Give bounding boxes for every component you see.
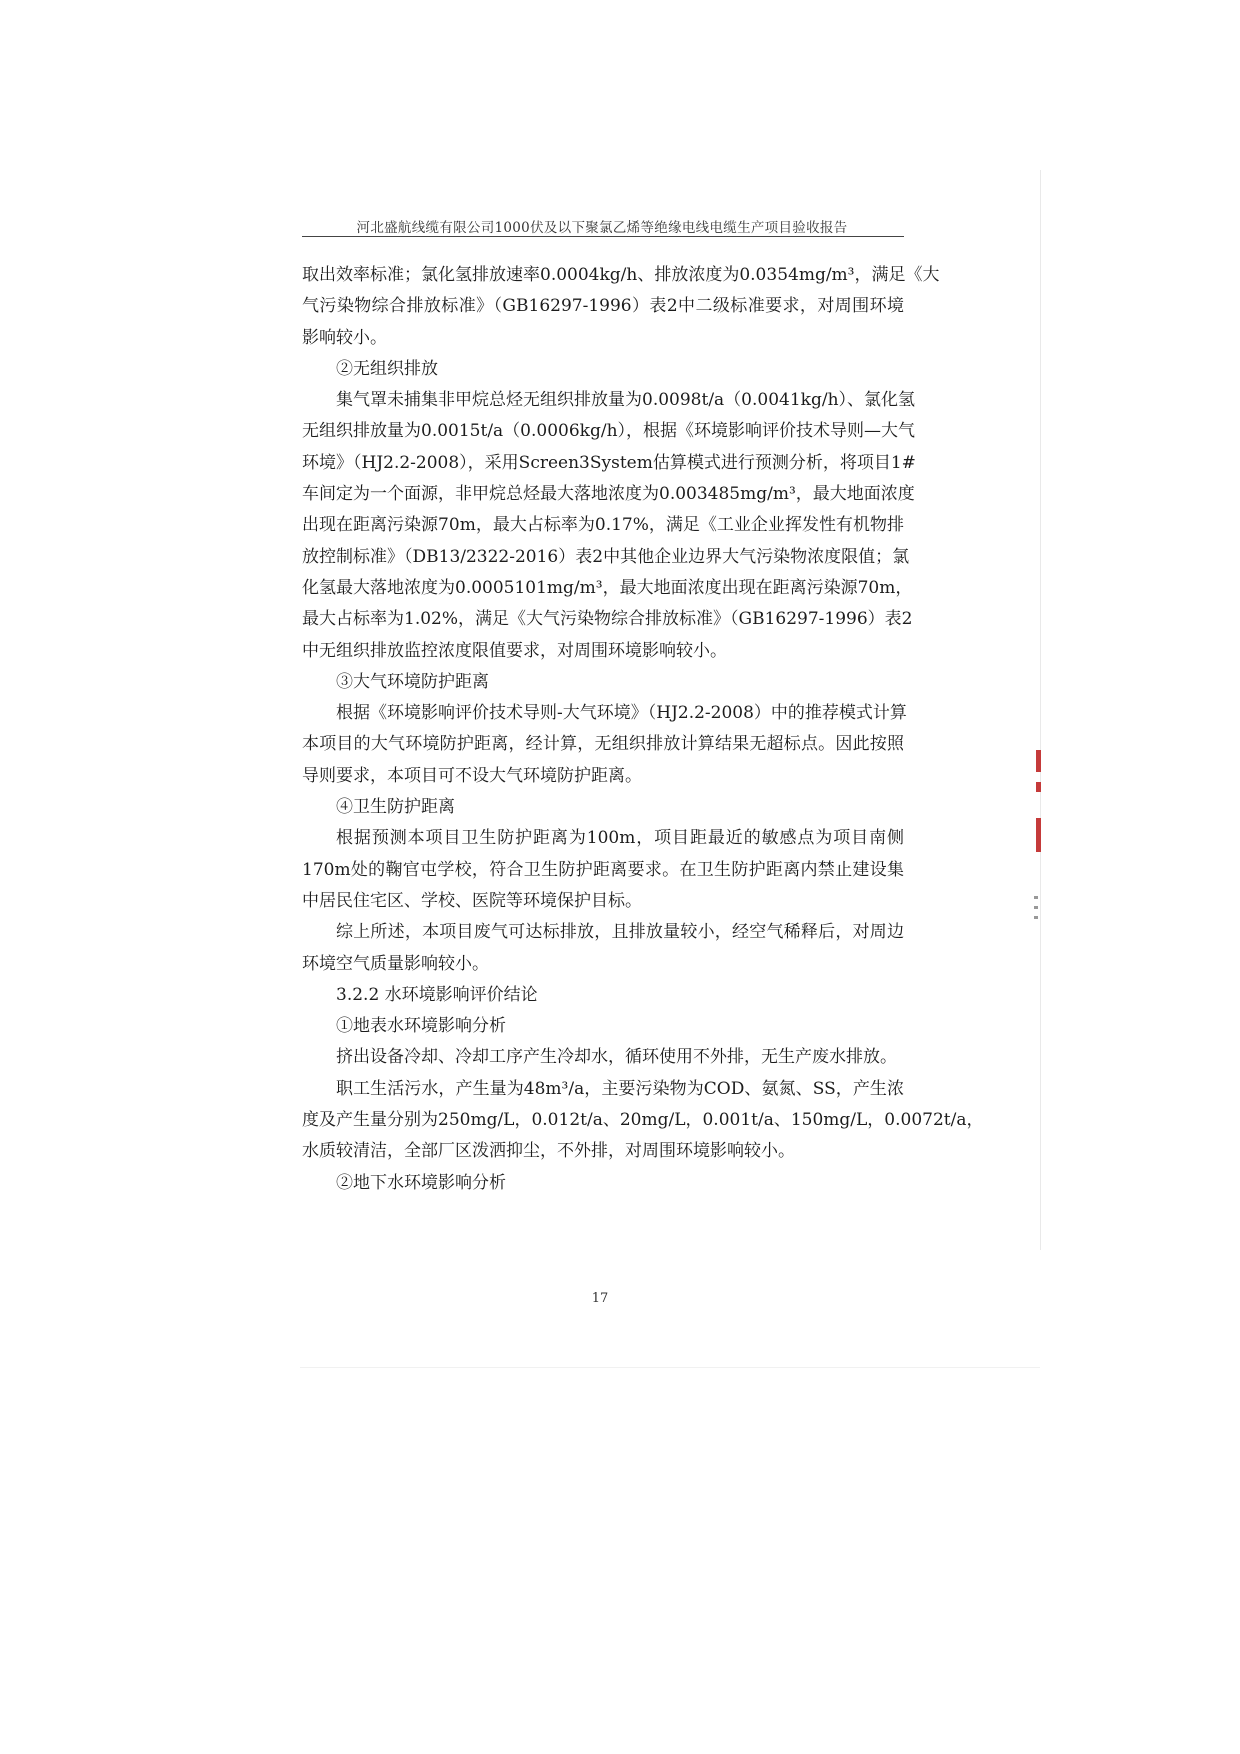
body-line: 度及产生量分别为250mg/L，0.012t/a、20mg/L，0.001t/a、150mg/L，0.0072t/a， [302, 1110, 984, 1131]
body-line: 环境》（HJ2.2-2008），采用Screen3System估算模式进行预测分析，将项目1# [302, 452, 916, 473]
body-line: 放控制标准》（DB13/2322-2016）表2中其他企业边界大气污染物浓度限值；氯 [302, 546, 910, 567]
body-line: 集气罩未捕集非甲烷总烃无组织排放量为0.0098t/a（0.0041kg/h）、氯化氢 [336, 390, 916, 411]
body-line: 气污染物综合排放标准》（GB16297-1996）表2中二级标准要求，对周围环境 [302, 296, 904, 317]
body-line: 170m处的鞠官屯学校，符合卫生防护距离要求。在卫生防护距离内禁止建设集 [302, 859, 904, 880]
scan-mark [1036, 818, 1041, 852]
body-line: 环境空气质量影响较小。 [302, 953, 489, 974]
body-line: 影响较小。 [302, 327, 387, 348]
section-heading: ③大气环境防护距离 [336, 671, 489, 692]
scan-mark [1036, 750, 1041, 772]
scan-dot [1034, 916, 1038, 919]
section-heading: 3.2.2 水环境影响评价结论 [336, 984, 538, 1005]
body-line: 取出效率标准；氯化氢排放速率0.0004kg/h、排放浓度为0.0354mg/m³，满足《大 [302, 265, 940, 285]
body-line: 挤出设备冷却、冷却工序产生冷却水，循环使用不外排，无生产废水排放。 [336, 1047, 897, 1068]
body-line: 水质较清洁，全部厂区泼洒抑尘，不外排，对周围环境影响较小。 [302, 1141, 795, 1162]
body-line: 根据《环境影响评价技术导则-大气环境》（HJ2.2-2008）中的推荐模式计算 [336, 703, 907, 724]
scan-mark [1036, 782, 1041, 792]
section-heading: ①地表水环境影响分析 [336, 1016, 506, 1037]
header-rule [302, 236, 904, 237]
scan-bottom-line [300, 1367, 1040, 1368]
report-body [302, 260, 984, 1199]
body-line: 本项目的大气环境防护距离，经计算，无组织排放计算结果无超标点。因此按照 [302, 734, 904, 755]
body-line: 化氢最大落地浓度为0.0005101mg/m³，最大地面浓度出现在距离污染源70m， [302, 577, 913, 598]
body-line: 出现在距离污染源70m，最大占标率为0.17%，满足《工业企业挥发性有机物排 [302, 515, 904, 536]
section-heading: ②无组织排放 [336, 358, 438, 379]
body-line: 职工生活污水，产生量为48m³/a，主要污染物为COD、氨氮、SS，产生浓 [336, 1078, 904, 1099]
scan-dot [1034, 896, 1038, 899]
body-line: 最大占标率为1.02%，满足《大气污染物综合排放标准》（GB16297-1996）表2 [302, 609, 913, 630]
body-line: 导则要求，本项目可不设大气环境防护距离。 [302, 765, 642, 786]
body-line: 车间定为一个面源，非甲烷总烃最大落地浓度为0.003485mg/m³，最大地面浓度 [302, 484, 915, 505]
scan-dot [1034, 906, 1038, 909]
body-line: 根据预测本项目卫生防护距离为100m，项目距最近的敏感点为项目南侧 [336, 828, 904, 849]
section-heading: ②地下水环境影响分析 [336, 1172, 506, 1193]
scan-edge-artifact [1040, 170, 1041, 1250]
body-line: 无组织排放量为0.0015t/a（0.0006kg/h），根据《环境影响评价技术导则—大气 [302, 421, 916, 442]
running-header: 河北盛航线缆有限公司1000伏及以下聚氯乙烯等绝缘电线电缆生产项目验收报告 [356, 220, 848, 236]
body-line: 综上所述，本项目废气可达标排放，且排放量较小，经空气稀释后，对周边 [336, 922, 904, 943]
body-line: 中居民住宅区、学校、医院等环境保护目标。 [302, 890, 642, 911]
body-line: 中无组织排放监控浓度限值要求，对周围环境影响较小。 [302, 640, 727, 661]
section-heading: ④卫生防护距离 [336, 797, 455, 818]
page-number: 17 [591, 1291, 609, 1306]
